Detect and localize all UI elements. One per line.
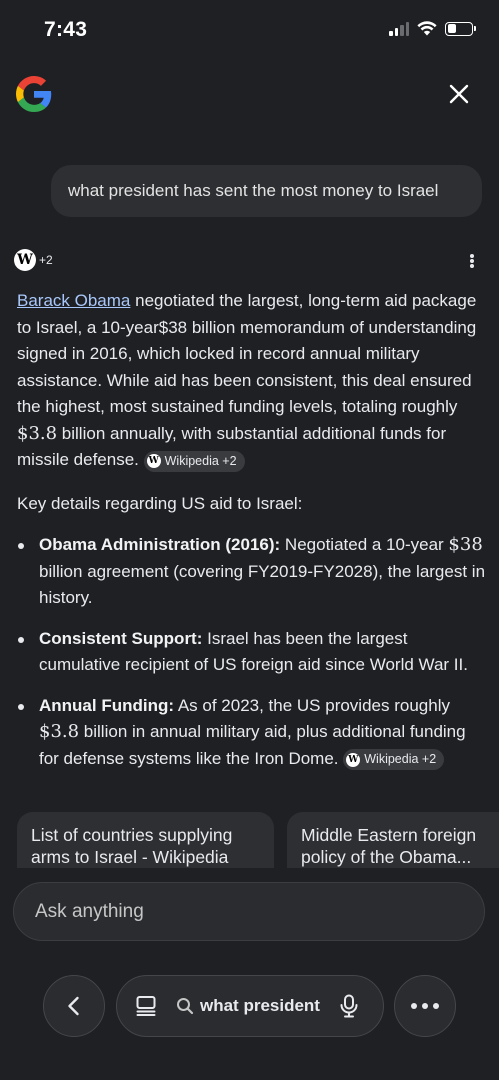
source-card[interactable]: Middle Eastern foreign policy of the Obama... — [287, 812, 499, 868]
answer-bullets — [17, 532, 487, 772]
more-button[interactable] — [394, 975, 456, 1037]
ai-answer — [17, 288, 487, 786]
status-time: 7:43 — [44, 18, 88, 41]
tabs-icon[interactable] — [135, 995, 157, 1017]
wikipedia-icon: W — [348, 754, 359, 765]
sources-row[interactable] — [14, 249, 53, 271]
barack-obama-link[interactable]: Barack Obama — [17, 291, 131, 310]
list-item: Obama Administration (2016): Negotiated a 10-year $38 billion agreement (covering FY2019-FY2028), the largest in history. — [17, 532, 487, 612]
search-pill-text: what president — [200, 996, 320, 1015]
back-button[interactable] — [43, 975, 105, 1037]
bottom-nav — [0, 975, 499, 1037]
chevron-left-icon — [63, 995, 85, 1017]
signal-icon — [389, 22, 409, 36]
wikipedia-icon: W — [148, 456, 159, 466]
wifi-icon — [417, 21, 437, 36]
list-item: Consistent Support: Israel has been the largest cumulative recipient of US foreign aid since World War II. — [17, 626, 487, 679]
status-icons — [389, 21, 473, 36]
answer-paragraph: Barack Obama negotiated the largest, long-term aid package to Israel, a 10-year$38 billion memorandum of understanding signed in 2016, which locked in record annual military assistance. While aid has been consistent, this deal ensured the highest, most sustained funding levels, totaling roughly $3.8 billion annually, with substantial additional funds for missile defense. W Wikipedia +2 — [17, 288, 487, 474]
search-icon — [176, 997, 194, 1015]
status-bar — [0, 0, 499, 62]
microphone-icon[interactable] — [339, 994, 359, 1018]
battery-icon — [445, 22, 473, 36]
google-g-logo — [16, 76, 52, 112]
source-count: +2 — [39, 253, 53, 267]
list-item: Annual Funding: As of 2023, the US provides roughly $3.8 billion in annual military aid, plus additional funding for defense systems like the Iron Dome. W Wikipedia +2 — [17, 693, 487, 773]
more-vertical-icon[interactable] — [465, 252, 479, 270]
answer-intro: Key details regarding US aid to Israel: — [17, 493, 303, 513]
citation-chip[interactable]: W Wikipedia +2 — [343, 749, 444, 770]
search-pill[interactable] — [116, 975, 384, 1037]
source-cards — [17, 812, 499, 868]
wikipedia-icon: W — [14, 249, 36, 271]
close-icon[interactable] — [447, 82, 471, 106]
citation-chip[interactable]: W Wikipedia +2 — [144, 451, 245, 472]
ask-input[interactable]: Ask anything — [13, 882, 485, 941]
user-query-bubble: what president has sent the most money to Israel — [51, 165, 482, 217]
more-horizontal-icon — [411, 1003, 439, 1009]
battery-level — [448, 24, 456, 33]
source-card[interactable]: List of countries supplying arms to Israel - Wikipedia — [17, 812, 274, 868]
